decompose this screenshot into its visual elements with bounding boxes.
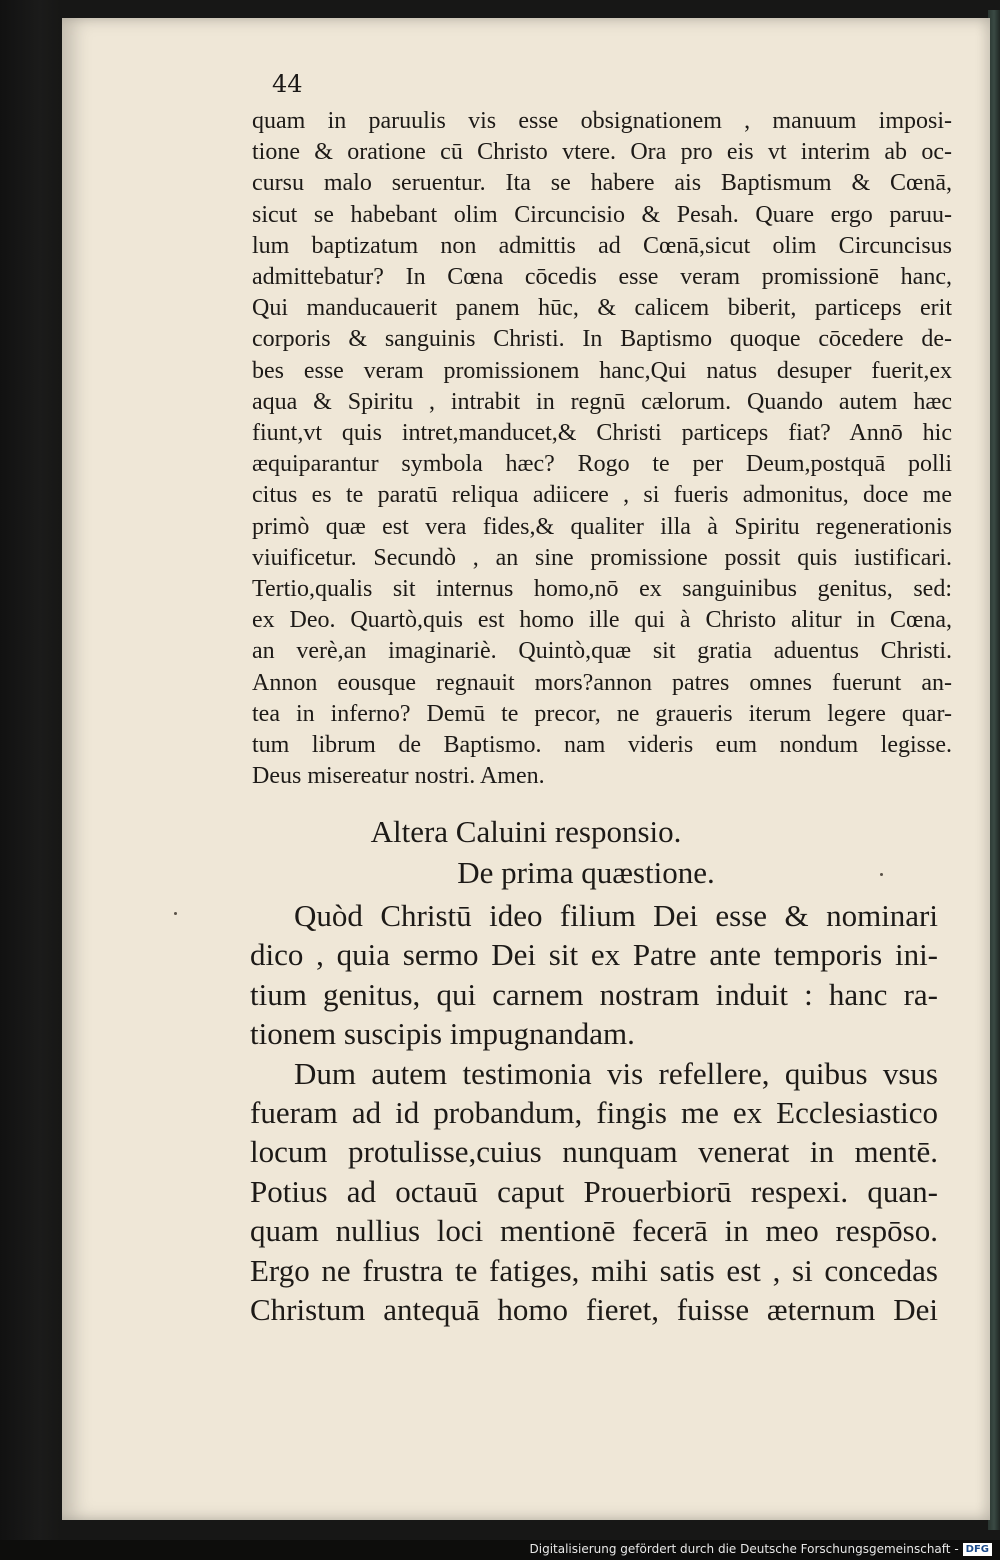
text-line: cursu malo seruentur. Ita se habere ais Baptismum & Cœnā, (252, 170, 952, 197)
footer-text: Digitalisierung gefördert durch die Deutsche Forschungsgemeinschaft - (529, 1542, 959, 1556)
text-line: Quòd Christū ideo filium Dei esse & nominari (294, 898, 938, 933)
text-line: fueram ad id probandum, fingis me ex Ecclesiastico (250, 1095, 938, 1131)
text-line: an verè,an imaginariè. Quintò,quæ sit gratia aduentus Christi. (252, 638, 952, 665)
text-line: Tertio,qualis sit internus homo,nō ex sanguinibus genitus, sed: (252, 576, 952, 603)
text-line: quam in paruulis vis esse obsignationem , manuum imposi- (252, 108, 952, 134)
text-line: fiunt,vt quis intret,manducet,& Christi particeps fiat? Annō hic (252, 420, 952, 447)
text-line: corporis & sanguinis Christi. In Baptismo quoque cōcedere de- (252, 326, 952, 353)
text-line: tione & oratione cū Christo vtere. Ora pro eis vt interim ab oc- (252, 139, 952, 166)
book-page (62, 18, 990, 1520)
text-line: Potius ad octauū caput Prouerbiorū respexi. quan- (250, 1173, 938, 1209)
text-line: Deus misereatur nostri. Amen. (252, 763, 545, 790)
text-line: æquiparantur symbola hæc? Rogo te per Deum,postquā polli (252, 451, 952, 478)
digitization-footer (530, 1542, 993, 1556)
response-text-block (250, 896, 938, 1329)
text-line: bes esse veram promissionem hanc,Qui natus desuper fuerit,ex (252, 357, 952, 384)
text-line: Christum antequā homo fieret, fuisse æternum Dei (250, 1292, 938, 1328)
text-line: locum protulisse,cuius nunquam venerat in mentē. (250, 1134, 938, 1170)
text-line: Ergo ne frustra te fatiges, mihi satis est , si concedas (250, 1252, 938, 1288)
text-line: admittebatur? In Cœna cōcedis esse veram promissionē hanc, (252, 264, 952, 291)
text-line: Qui manducauerit panem hūc, & calicem biberit, particeps erit (252, 295, 952, 322)
ink-speck (174, 912, 177, 915)
text-line: aqua & Spiritu , intrabit in regnū cælorum. Quando autem hæc (252, 388, 952, 415)
text-line: quam nullius loci mentionē fecerā in meo respōso. (250, 1213, 938, 1249)
page-number: 44 (272, 70, 303, 98)
ink-speck (880, 873, 883, 876)
text-line: lum baptizatum non admittis ad Cœnā,sicut olim Circuncisus (252, 232, 952, 259)
text-line: tionem suscipis impugnandam. (250, 1016, 635, 1052)
text-line: tea in inferno? Demū te precor, ne graueris iterum legere quar- (252, 700, 952, 727)
text-line: citus es te paratū reliqua adiicere , si fueris admonitus, doce me (252, 482, 952, 509)
text-line: tum librum de Baptismo. nam videris eum nondum legisse. (252, 732, 952, 759)
text-line: dico , quia sermo Dei sit ex Patre ante temporis ini- (250, 937, 938, 973)
text-line: Annon eousque regnauit mors?annon patres omnes fuerunt an- (252, 669, 952, 696)
text-line: tium genitus, qui carnem nostram induit : hanc ra- (250, 976, 938, 1012)
dfg-logo-icon: DFG (963, 1543, 992, 1556)
text-line: ex Deo. Quartò,quis est homo ille qui à Christo alitur in Cœna, (252, 607, 952, 634)
text-line: viuificetur. Secundò , an sine promissione possit quis iustificari. (252, 544, 952, 571)
text-line: Dum autem testimonia vis refellere, quibus vsus (294, 1055, 938, 1091)
section-title: Altera Caluini responsio. (370, 814, 682, 849)
letter-text-block (252, 106, 952, 792)
text-line: primò quæ est vera fides,& qualiter illa à Spiritu regenerationis (252, 513, 952, 540)
text-line: sicut se habebant olim Circuncisio & Pesah. Quare ergo paruu- (252, 201, 952, 228)
section-subtitle: De prima quæstione. (457, 855, 715, 890)
